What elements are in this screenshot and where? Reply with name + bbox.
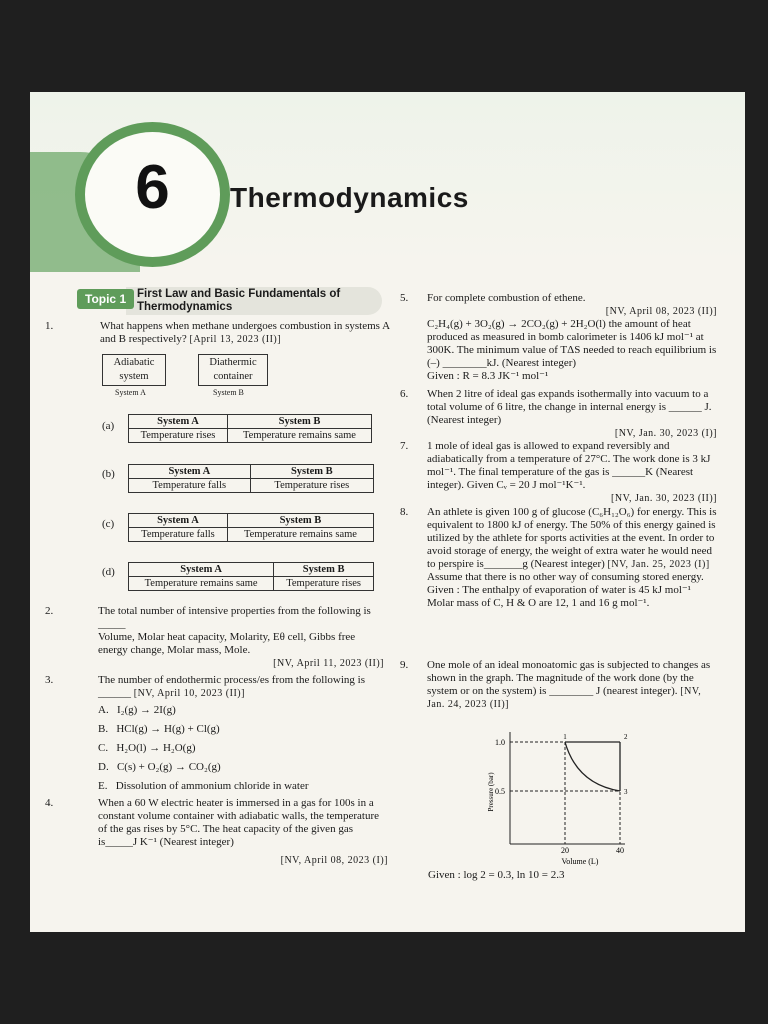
system-b-box: Diathermic container	[198, 354, 268, 386]
table-cell: Temperature rises	[129, 429, 228, 443]
q4-text	[98, 797, 388, 867]
system-a-caption: System A	[115, 388, 146, 397]
q9-given: Given : log 2 = 0.3, ln 10 = 2.3	[428, 869, 565, 881]
point-label: 2	[624, 733, 628, 741]
q1-option-c-table	[128, 513, 374, 542]
q2-text	[98, 605, 384, 670]
q9-ref: [NV, Jan. 24, 2023 (II)]	[427, 686, 702, 710]
table-cell: Temperature remains same	[129, 577, 274, 591]
q7-number: 7.	[400, 440, 409, 452]
opt-text: C(s) + O₂(g) → CO₂(g)	[116, 761, 221, 773]
pv-graph	[485, 722, 635, 872]
q4-number: 4.	[45, 797, 54, 809]
opt-label: E.	[98, 780, 108, 792]
opt-text: H₂O(l) → H₂O(g)	[116, 742, 196, 754]
opt-text: I₂(g) → 2I(g)	[116, 704, 176, 716]
x-axis-label: Volume (L)	[561, 857, 599, 866]
q6-question: When 2 litre of ideal gas expands isothermally into vacuum to a total volume of 6 litre, the change in internal energy is ______ J. (Nearest integer)	[427, 388, 712, 426]
chapter-badge	[75, 122, 230, 267]
q3-option-d	[98, 761, 221, 773]
q9-number: 9.	[400, 659, 409, 671]
y-axis-label: Pressure (bar)	[487, 772, 495, 812]
table-head-b: System B	[227, 514, 373, 528]
q2-list: Volume, Molar heat capacity, Molarity, Eθ cell, Gibbs free energy change, Molar mass, Mole.	[98, 631, 356, 656]
topic-title: First Law and Basic Fundamentals of Thermodynamics	[137, 288, 341, 313]
path-3-1	[565, 742, 620, 791]
q8-question: An athlete is given 100 g of glucose (C₆H₁₂O₆) for energy. This is equivalent to 1800 kJ of energy. The 50% of this energy gained is utilized by the athlete for sports activities at the event. In order to avoid storage of energy, the weight of extra water he would need to perspire is_______g (Nearest integer)	[427, 506, 717, 570]
q8-number: 8.	[400, 506, 409, 518]
q6-ref: [NV, Jan. 30, 2023 (I)]	[614, 428, 717, 439]
q1-option-d-table	[128, 562, 374, 591]
q1-number: 1.	[45, 320, 54, 332]
table-cell: Temperature rises	[250, 479, 373, 493]
q3-option-a	[98, 704, 176, 716]
textbook-page	[30, 92, 745, 932]
chapter-number: 6	[135, 153, 170, 222]
q1-option-b-table	[128, 464, 374, 493]
table-cell: Temperature rises	[274, 577, 374, 591]
opt-label: D.	[98, 761, 109, 773]
table-cell: Temperature remains same	[227, 528, 373, 542]
q5-body: C₂H₄(g) + 3O₂(g) → 2CO₂(g) + 2H₂O(l) the amount of heat produced as measured in bomb calorimeter is 1406 kJ mol⁻¹ at 300K. The minimum value of TΔS needed to reach equilibrium is (–) ________kJ. (Nearest integer)	[427, 318, 717, 369]
q1-option-b-label: (b)	[102, 468, 115, 480]
chapter-title: Thermodynamics	[230, 182, 469, 213]
q8-ref: [NV, Jan. 25, 2023 (I)]	[607, 559, 710, 570]
table-cell: Temperature remains same	[227, 429, 371, 443]
x-tick: 20	[561, 846, 569, 855]
q5-ref: [NV, April 08, 2023 (II)]	[605, 306, 717, 317]
q3-option-c	[98, 742, 196, 754]
table-head-a: System A	[129, 514, 228, 528]
q5-text	[427, 292, 717, 383]
q6-number: 6.	[400, 388, 409, 400]
x-tick: 40	[616, 846, 624, 855]
table-head-a: System A	[129, 415, 228, 429]
point-label: 1	[563, 733, 567, 741]
q1-text	[100, 320, 390, 346]
q7-question: 1 mole of ideal gas is allowed to expand reversibly and adiabatically from a temperature of 27°C. The work done is 3 kJ mol⁻¹. The final temperature of the gas is ______K (Nearest integer). Given Cᵥ = 20 J mol⁻¹K⁻¹.	[427, 440, 711, 491]
table-cell: Temperature falls	[129, 479, 251, 493]
q1-question: What happens when methane undergoes combustion in systems A and B respectively?	[100, 320, 390, 345]
q8-body: Assume that there is no other way of consuming stored energy.	[427, 571, 704, 583]
q7-ref: [NV, Jan. 30, 2023 (II)]	[611, 493, 717, 504]
q6-text	[427, 388, 717, 440]
q9-question: One mole of an ideal monoatomic gas is subjected to changes as shown in the graph. The magnitude of the work done (by the system or on the system) is ________ J (nearest integer).	[427, 659, 711, 697]
opt-label: A.	[98, 704, 109, 716]
q2-ref: [NV, April 11, 2023 (II)]	[273, 658, 384, 669]
opt-label: C.	[98, 742, 109, 754]
q8-given: Given : The enthalpy of evaporation of water is 45 kJ mol⁻¹	[427, 584, 691, 596]
table-head-b: System B	[250, 465, 373, 479]
opt-text: Dissolution of ammonium chloride in water	[115, 780, 309, 792]
system-b-caption: System B	[213, 388, 244, 397]
table-head-a: System A	[129, 465, 251, 479]
q7-text	[427, 440, 717, 505]
q1-option-a-table	[128, 414, 372, 443]
q9-text	[427, 659, 717, 711]
q3-text	[98, 674, 384, 700]
table-cell: Temperature falls	[129, 528, 228, 542]
q3-ref: [NV, April 10, 2023 (II)]	[133, 688, 245, 699]
q5-number: 5.	[400, 292, 409, 304]
q4-ref: [NV, April 08, 2023 (I)]	[280, 855, 388, 866]
opt-text: HCl(g) → H(g) + Cl(g)	[116, 723, 220, 735]
q8-text	[427, 506, 717, 610]
opt-label: B.	[98, 723, 109, 735]
q2-number: 2.	[45, 605, 54, 617]
q3-question: The number of endothermic process/es from the following is ______	[98, 674, 365, 699]
table-head-a: System A	[129, 563, 274, 577]
q4-question: When a 60 W electric heater is immersed in a gas for 100s in a constant volume container with adiabatic walls, the temperature of the gas rises by 5°C. The heat capacity of the given gas is_____J K⁻¹ (Nearest integer)	[98, 797, 380, 848]
table-head-b: System B	[227, 415, 371, 429]
table-head-b: System B	[274, 563, 374, 577]
topic-label: Topic 1	[77, 289, 134, 309]
q2-question: The total number of intensive properties from the following is _____	[98, 605, 371, 630]
y-tick: 0.5	[495, 787, 505, 796]
q1-option-c-label: (c)	[102, 518, 115, 530]
q1-option-a-label: (a)	[102, 420, 115, 432]
q1-ref: [April 13, 2023 (II)]	[189, 334, 282, 345]
q5-given: Given : R = 8.3 JK⁻¹ mol⁻¹	[427, 370, 549, 382]
q5-question: For complete combustion of ethene.	[427, 292, 586, 304]
q8-molar: Molar mass of C, H & O are 12, 1 and 16 g mol⁻¹.	[427, 597, 650, 609]
q3-number: 3.	[45, 674, 54, 686]
q3-option-e	[98, 780, 309, 792]
point-label: 3	[624, 788, 628, 796]
q1-option-d-label: (d)	[102, 566, 115, 578]
q3-option-b	[98, 723, 220, 735]
y-tick: 1.0	[495, 738, 505, 747]
system-a-box: Adiabatic system	[102, 354, 166, 386]
